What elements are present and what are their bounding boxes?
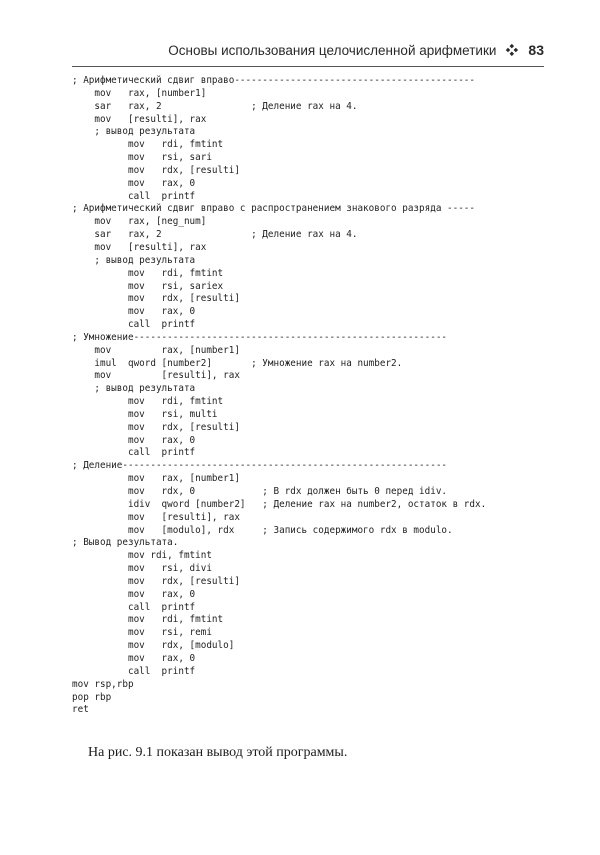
- running-header: [0, 39, 544, 61]
- code-line: mov rax, [number1]: [72, 87, 207, 99]
- code-line: mov rdx, [modulo]: [72, 640, 235, 652]
- code-line: mov rdi, fmtint: [72, 267, 224, 279]
- code-line: call printf: [72, 601, 196, 613]
- code-line: mov rax, 0: [72, 588, 196, 600]
- code-line: ret: [72, 704, 89, 716]
- code-line: sar rax, 2 ; Деление rax на 4.: [72, 229, 358, 241]
- four-diamond-ornament-icon: [506, 44, 518, 56]
- code-line: mov rax, 0: [72, 177, 196, 189]
- code-line: mov rdi, fmtint: [72, 550, 212, 562]
- code-line: mov rdx, 0 ; В rdx должен быть 0 перед idiv.: [72, 486, 448, 497]
- code-line: ; Умножение--------------------------------------------------------: [72, 331, 448, 343]
- code-line: mov rdx, [resulti]: [72, 421, 240, 433]
- code-listing: [72, 75, 552, 717]
- code-line: mov rsp,rbp: [72, 678, 134, 690]
- code-line: mov [resulti], rax: [72, 113, 207, 125]
- body-paragraph: На рис. 9.1 показан вывод этой программы.: [88, 745, 348, 760]
- code-line: mov rax, 0: [72, 306, 196, 318]
- code-line: sar rax, 2 ; Деление rax на 4.: [72, 100, 358, 112]
- code-line: mov rdx, [resulti]: [72, 164, 240, 176]
- header-divider: [72, 66, 544, 67]
- code-line: mov rsi, sari: [72, 152, 212, 164]
- code-line: mov rdx, [resulti]: [72, 575, 240, 587]
- code-line: mov [resulti], rax: [72, 511, 240, 523]
- running-header-title: Основы использования целочисленной арифметики: [168, 42, 497, 58]
- code-line: mov rsi, multi: [72, 408, 218, 420]
- code-line: call printf: [72, 190, 196, 202]
- code-line: imul qword [number2] ; Умножение rax на number2.: [72, 357, 403, 369]
- code-line: mov [resulti], rax: [72, 241, 207, 253]
- code-line: mov rax, [number1]: [72, 344, 240, 356]
- code-line: pop rbp: [72, 691, 112, 703]
- code-line: mov rdi, fmtint: [72, 396, 224, 408]
- code-line: mov rax, [number1]: [72, 473, 240, 485]
- code-line: call printf: [72, 447, 196, 459]
- code-line: mov rax, 0: [72, 652, 196, 664]
- code-line: mov rdx, [resulti]: [72, 293, 240, 305]
- code-line: mov rax, [neg_num]: [72, 216, 207, 228]
- code-line: ; Вывод результата.: [72, 537, 179, 549]
- code-line: mov [resulti], rax: [72, 370, 240, 382]
- code-line: ; вывод результата: [72, 383, 196, 395]
- code-line: call printf: [72, 665, 196, 677]
- code-line: idiv qword [number2] ; Деление rax на number2, остаток в rdx.: [72, 498, 487, 510]
- code-line: mov [modulo], rdx ; Запись содержимого rdx в modulo.: [72, 524, 453, 536]
- code-line: mov rsi, sariex: [72, 280, 224, 292]
- page-number: 83: [528, 42, 544, 58]
- code-line: ; Деление----------------------------------------------------------: [72, 460, 448, 472]
- code-line: mov rax, 0: [72, 434, 196, 446]
- code-line: mov rsi, divi: [72, 563, 212, 575]
- code-line: ; Арифметический сдвиг вправо с распространением знакового разряда -----: [72, 203, 475, 215]
- code-line: mov rsi, remi: [72, 627, 212, 639]
- code-line: mov rdi, fmtint: [72, 614, 224, 626]
- code-line: ; вывод результата: [72, 254, 196, 266]
- code-line: ; Арифметический сдвиг вправо-------------------------------------------: [72, 75, 475, 86]
- code-line: mov rdi, fmtint: [72, 139, 224, 151]
- code-line: call printf: [72, 319, 196, 331]
- code-line: ; вывод результата: [72, 126, 196, 138]
